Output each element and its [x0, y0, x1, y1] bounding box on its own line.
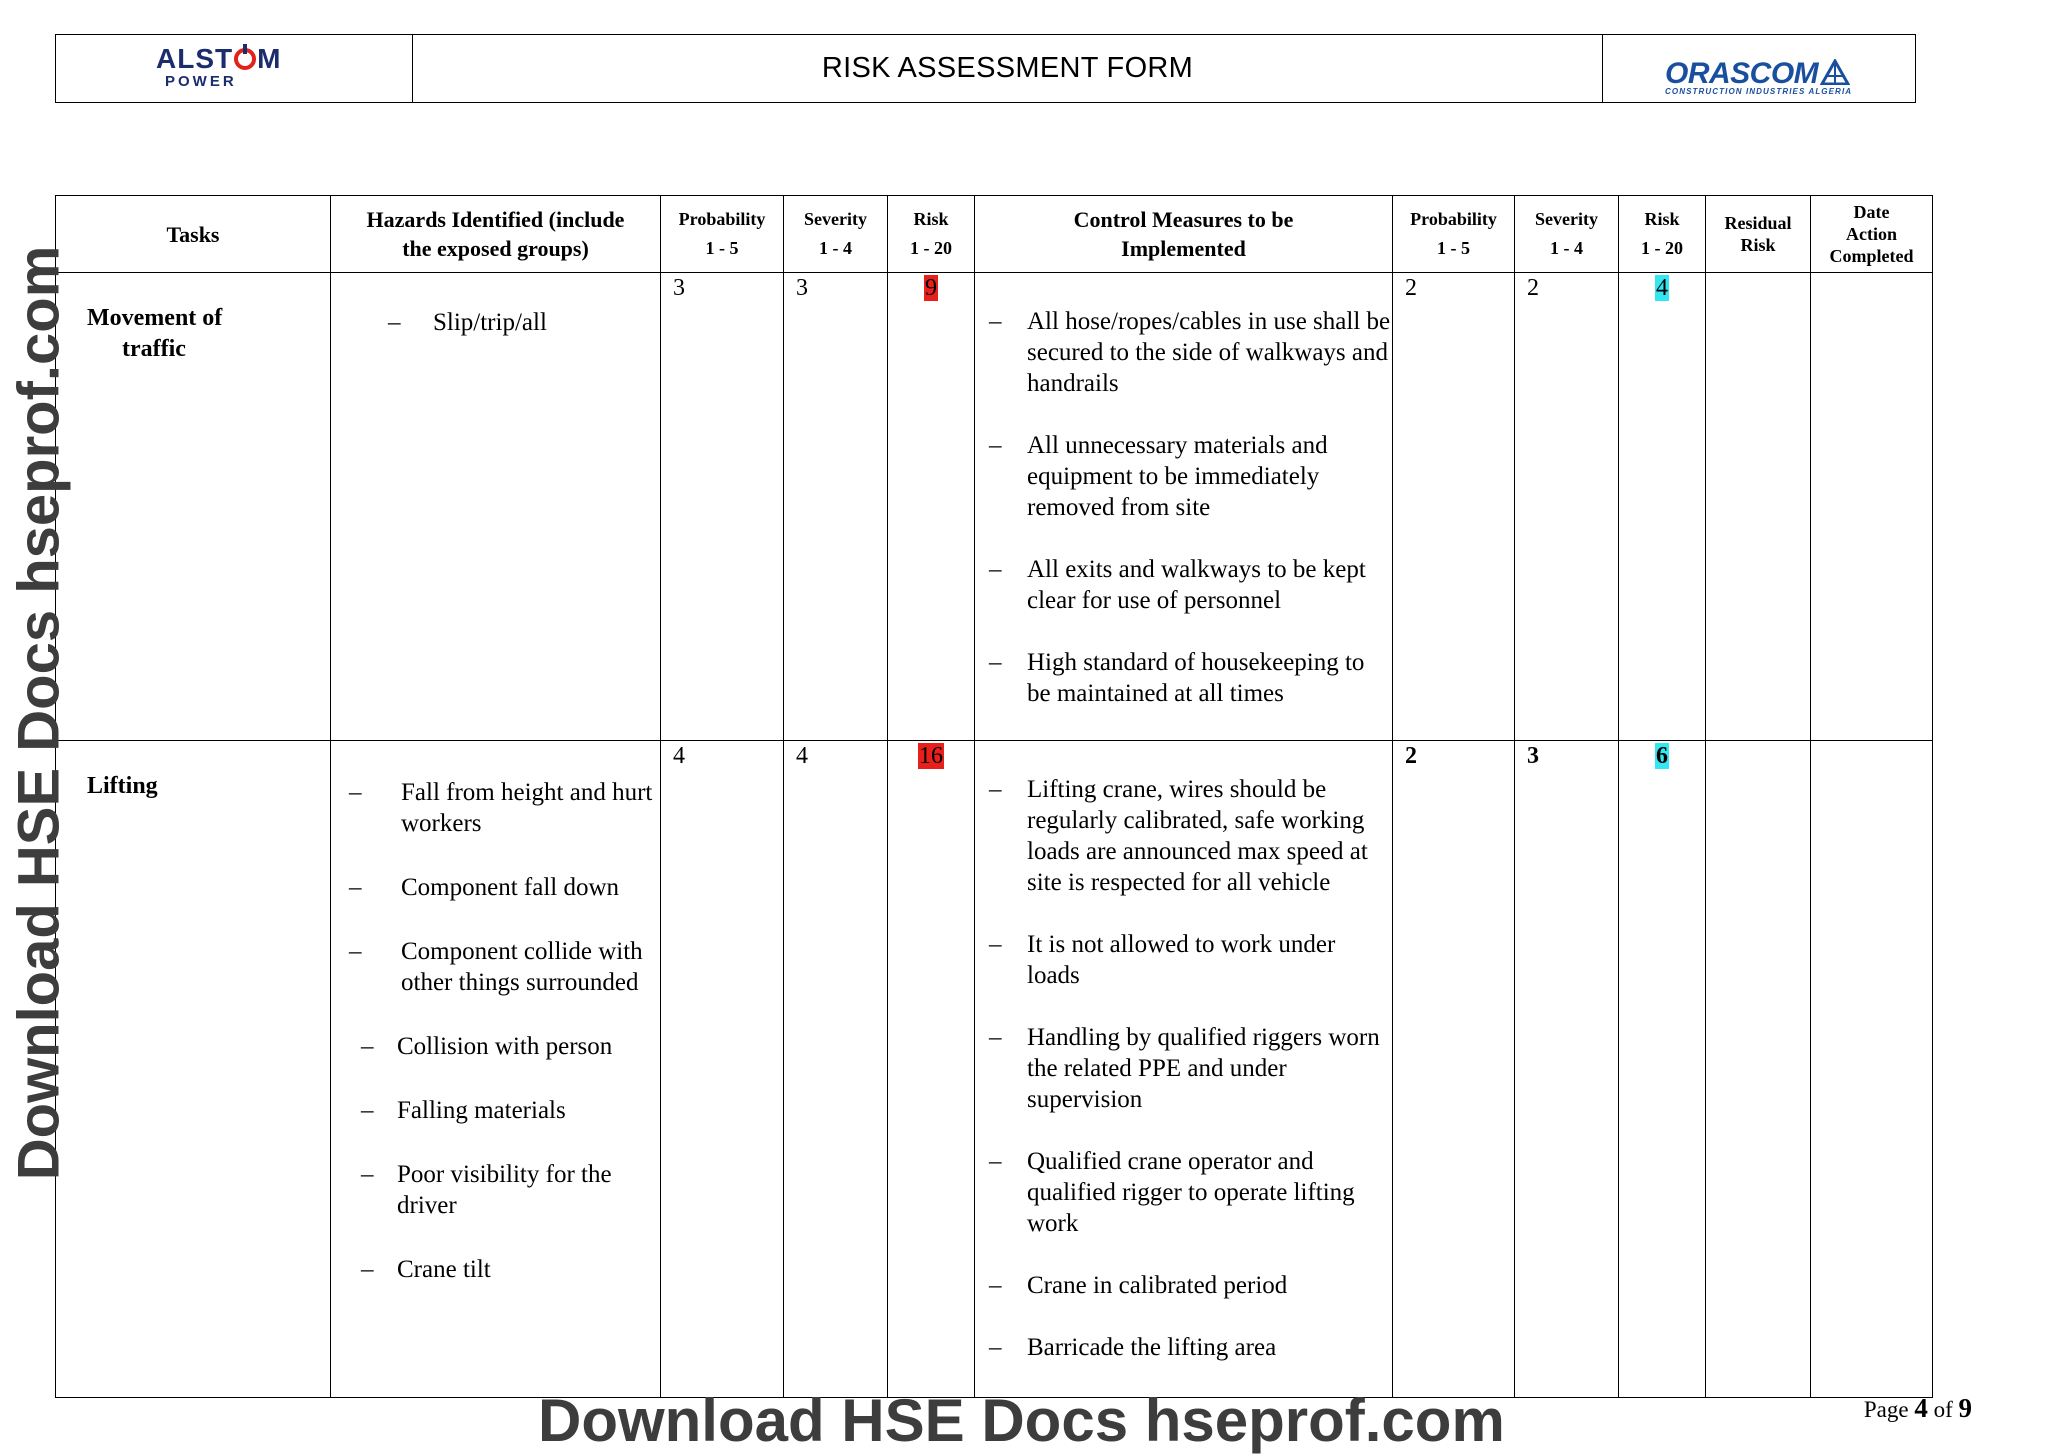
alstom-logo [156, 43, 281, 90]
date-completed-cell [1811, 273, 1933, 741]
hazard-item: – Falling materials [331, 1095, 660, 1126]
control-measures-cell [975, 741, 1393, 1398]
watermark-bottom: Download HSE Docs hseprof.com [538, 1387, 1505, 1454]
alstom-o-mark-icon [234, 48, 256, 70]
orascom-logo-cell [1603, 35, 1915, 102]
date-completed-cell [1811, 741, 1933, 1398]
risk-cell [888, 741, 975, 1398]
col-header-risk-2: Risk 1 - 20 [1619, 196, 1706, 273]
table-row [56, 741, 1933, 1398]
risk-2-cell [1619, 273, 1706, 741]
table-row [56, 273, 1933, 741]
col-header-severity-2: Severity 1 - 4 [1515, 196, 1619, 273]
hazard-item: – Collision with person [331, 1031, 660, 1062]
watermark-side: Download HSE Docs hseprof.com [6, 245, 72, 1181]
table-header-row [56, 196, 1933, 273]
probability-cell: 3 [661, 273, 784, 741]
hazard-item: – Poor visibility for the driver [331, 1159, 660, 1221]
form-header [55, 34, 1916, 103]
col-header-severity: Severity 1 - 4 [784, 196, 888, 273]
alstom-logo-cell [56, 35, 413, 102]
alstom-logo-text-b: M [257, 43, 282, 74]
risk-assessment-table [55, 195, 1933, 1398]
severity-2-cell: 3 [1515, 741, 1619, 1398]
hazard-item: – Crane tilt [331, 1254, 660, 1285]
orascom-tower-icon [1820, 59, 1850, 85]
residual-risk-cell [1706, 741, 1811, 1398]
page-title: RISK ASSESSMENT FORM [413, 35, 1603, 102]
page-number: Page 4 of 9 [1863, 1393, 1972, 1423]
control-item: – It is not allowed to work under loads [975, 929, 1392, 991]
col-header-residual-risk: Residual Risk [1706, 196, 1811, 273]
risk-2-cell [1619, 741, 1706, 1398]
hazard-item: – Component collide with other things surrounded [331, 936, 660, 998]
control-item: – Handling by qualified riggers worn the related PPE and under supervision [975, 1022, 1392, 1115]
alstom-logo-text-a: ALST [156, 43, 234, 74]
col-header-probability: Probability 1 - 5 [661, 196, 784, 273]
probability-cell: 4 [661, 741, 784, 1398]
control-item: – Qualified crane operator and qualified rigger to operate lifting work [975, 1146, 1392, 1239]
control-measures-cell [975, 273, 1393, 741]
hazard-item: – Fall from height and hurt workers [331, 777, 660, 839]
risk-cell [888, 273, 975, 741]
control-item: – All hose/ropes/cables in use shall be secured to the side of walkways and handrails [975, 306, 1392, 399]
orascom-logo [1665, 57, 1852, 96]
col-header-hazards: Hazards Identified (include the exposed groups) [331, 196, 661, 273]
col-header-probability-2: Probability 1 - 5 [1393, 196, 1515, 273]
severity-cell: 3 [784, 273, 888, 741]
orascom-logo-text: ORASCOM [1665, 57, 1819, 90]
control-item: – Lifting crane, wires should be regularly calibrated, safe working loads are announced max speed at site is respected for all vehicle [975, 774, 1392, 898]
probability-2-cell: 2 [1393, 741, 1515, 1398]
col-header-date-action-completed: Date Action Completed [1811, 196, 1933, 273]
col-header-risk: Risk 1 - 20 [888, 196, 975, 273]
control-item: – High standard of housekeeping to be maintained at all times [975, 647, 1392, 709]
hazard-item: – Slip/trip/all [331, 307, 660, 338]
severity-2-cell: 2 [1515, 273, 1619, 741]
orascom-logo-sub: CONSTRUCTION INDUSTRIES ALGERIA [1665, 87, 1853, 96]
risk-2-value-badge: 6 [1656, 743, 1668, 769]
risk-value-badge: 16 [919, 743, 943, 769]
hazard-item: – Component fall down [331, 872, 660, 903]
col-header-control-measures: Control Measures to be Implemented [975, 196, 1393, 273]
control-item: – All unnecessary materials and equipment to be immediately removed from site [975, 430, 1392, 523]
task-cell: Lifting [56, 741, 331, 1398]
col-header-tasks: Tasks [56, 196, 331, 273]
task-cell: Movement of traffic [56, 273, 331, 741]
probability-2-cell: 2 [1393, 273, 1515, 741]
risk-2-value-badge: 4 [1656, 275, 1668, 301]
alstom-logo-sub: POWER [165, 73, 237, 90]
control-item: – Barricade the lifting area [975, 1332, 1392, 1363]
hazards-cell [331, 741, 661, 1398]
risk-value-badge: 9 [925, 275, 937, 301]
residual-risk-cell [1706, 273, 1811, 741]
control-item: – All exits and walkways to be kept clear for use of personnel [975, 554, 1392, 616]
severity-cell: 4 [784, 741, 888, 1398]
control-item: – Crane in calibrated period [975, 1270, 1392, 1301]
hazards-cell [331, 273, 661, 741]
